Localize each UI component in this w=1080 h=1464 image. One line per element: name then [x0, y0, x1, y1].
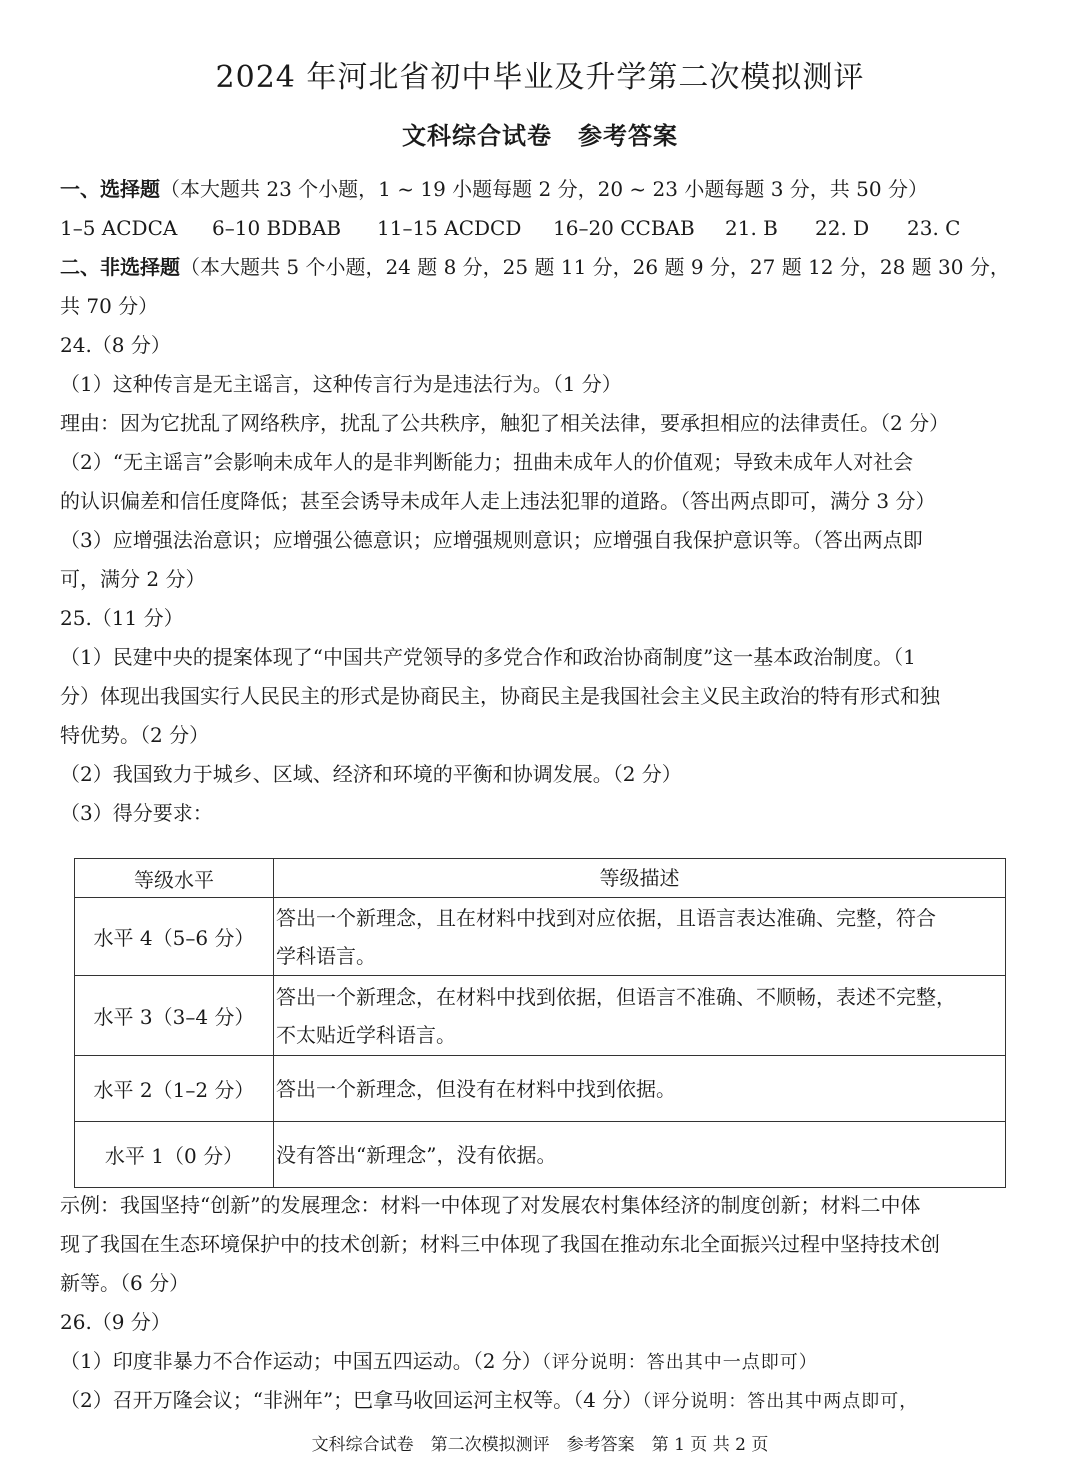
- answer-group-4: 16–20 CCBAB: [553, 216, 695, 240]
- q24-heading: 24.（8 分）: [60, 333, 171, 357]
- answer-21: 21. B: [725, 216, 778, 240]
- subtitle-answer-key: 参考答案: [578, 122, 678, 150]
- table-row-level: 水平 1（0 分）: [75, 1122, 274, 1188]
- description-line: 不太贴近学科语言。: [276, 1022, 456, 1047]
- table-header-row: [75, 859, 1006, 898]
- answer-group-3: 11–15 ACDCD: [377, 216, 522, 240]
- subtitle-paper-name: 文科综合试卷: [402, 122, 552, 150]
- q25-example-line2: 现了我国在生态环境保护中的技术创新；材料三中体现了我国在推动东北全面振兴过程中坚持技术创: [60, 1232, 940, 1256]
- q26-part2-note: （评分说明：答出其中两点即可，: [642, 1391, 919, 1412]
- section2-heading: 二、非选择题: [60, 255, 180, 279]
- answer-22: 22. D: [815, 216, 870, 240]
- section2-heading-line: [60, 248, 1026, 287]
- description-line: 答出一个新理念，且在材料中找到对应依据，且语言表达准确、完整，符合: [276, 905, 936, 930]
- q25-part1-line2: 分）体现出我国实行人民民主的形式是协商民主，协商民主是我国社会主义民主政治的特有形式和独: [60, 684, 940, 708]
- table-row-level: 水平 2（1–2 分）: [75, 1056, 274, 1122]
- table-header-description: 等级描述: [274, 859, 1006, 898]
- answer-group-2: 6–10 BDBAB: [212, 216, 342, 240]
- section1-description: （本大题共 23 个小题，1 ~ 19 小题每题 2 分，20 ~ 23 小题每题 3 分，共 50 分）: [160, 177, 928, 201]
- answer-body: [60, 170, 1026, 833]
- q26-heading: 26.（9 分）: [60, 1310, 171, 1334]
- table-row-level: 水平 3（3–4 分）: [75, 976, 274, 1056]
- table-row: [75, 976, 1006, 1056]
- table-row: [75, 898, 1006, 976]
- description-line: 答出一个新理念，在材料中找到依据，但语言不准确、不顺畅，表述不完整，: [276, 984, 956, 1009]
- table-header-level: 等级水平: [75, 859, 274, 898]
- q25-part2: （2）我国致力于城乡、区域、经济和环境的平衡和协调发展。（2 分）: [60, 762, 682, 786]
- table-row-description: [274, 976, 1006, 1056]
- table-row-description: [274, 898, 1006, 976]
- q24-part1-reason: 理由：因为它扰乱了网络秩序，扰乱了公共秩序，触犯了相关法律，要承担相应的法律责任。（2 分）: [60, 411, 950, 435]
- q25-part1-line3: 特优势。（2 分）: [60, 723, 210, 747]
- q25-part3: （3）得分要求：: [60, 801, 213, 825]
- table-row-level: 水平 4（5–6 分）: [75, 898, 274, 976]
- answer-group-1: 1–5 ACDCA: [60, 216, 178, 240]
- answer-body-continued: [60, 1186, 1026, 1420]
- q24-part3-line2: 可，满分 2 分）: [60, 567, 206, 591]
- q24-part3-line1: （3）应增强法治意识；应增强公德意识；应增强规则意识；应增强自我保护意识等。（答出两点即: [60, 528, 923, 552]
- q24-part2-line1: （2）“无主谣言”会影响未成年人的是非判断能力；扭曲未成年人的价值观；导致未成年人对社会: [60, 450, 914, 474]
- answer-23: 23. C: [907, 216, 961, 240]
- q24-part2-line2: 的认识偏差和信任度降低；甚至会诱导未成年人走上违法犯罪的道路。（答出两点即可，满分 3 分）: [60, 489, 936, 513]
- section2-description: （本大题共 5 个小题，24 题 8 分，25 题 11 分，26 题 9 分，27 题 12 分，28 题 30 分，: [180, 255, 1010, 279]
- section1-heading: 一、选择题: [60, 177, 160, 201]
- q25-part1-line1: （1）民建中央的提案体现了“中国共产党领导的多党合作和政治协商制度”这一基本政治制度。（1: [60, 645, 916, 669]
- q26-part2: [60, 1381, 1026, 1420]
- q24-part1: （1）这种传言是无主谣言，这种传言行为是违法行为。（1 分）: [60, 372, 622, 396]
- grading-table: [74, 858, 1006, 1188]
- q25-heading: 25.（11 分）: [60, 606, 184, 630]
- page-footer: 文科综合试卷 第二次模拟测评 参考答案 第 1 页 共 2 页: [311, 1435, 769, 1455]
- description-line: 学科语言。: [276, 943, 376, 968]
- table-row: [75, 1122, 1006, 1188]
- q26-part1: [60, 1342, 1026, 1381]
- section1-heading-line: [60, 170, 1026, 209]
- table-row-description: 答出一个新理念，但没有在材料中找到依据。: [274, 1056, 1006, 1122]
- table-row: [75, 1056, 1006, 1122]
- table-row-description: 没有答出“新理念”，没有依据。: [274, 1122, 1006, 1188]
- multiple-choice-answers: [60, 209, 1026, 248]
- document-title: 2024 年河北省初中毕业及升学第二次模拟测评: [215, 60, 865, 95]
- document-subtitle: [0, 118, 1080, 154]
- section2-description-cont: 共 70 分）: [60, 294, 159, 318]
- q26-part2-text: （2）召开万隆会议；“非洲年”；巴拿马收回运河主权等。（4 分）: [60, 1388, 643, 1412]
- q26-part1-note: （评分说明：答出其中一点即可）: [541, 1352, 818, 1373]
- q25-example-line3: 新等。（6 分）: [60, 1271, 190, 1295]
- q26-part1-text: （1）印度非暴力不合作运动；中国五四运动。（2 分）: [60, 1349, 542, 1373]
- q25-example-line1: 示例：我国坚持“创新”的发展理念：材料一中体现了对发展农村集体经济的制度创新；材料二中体: [60, 1193, 921, 1217]
